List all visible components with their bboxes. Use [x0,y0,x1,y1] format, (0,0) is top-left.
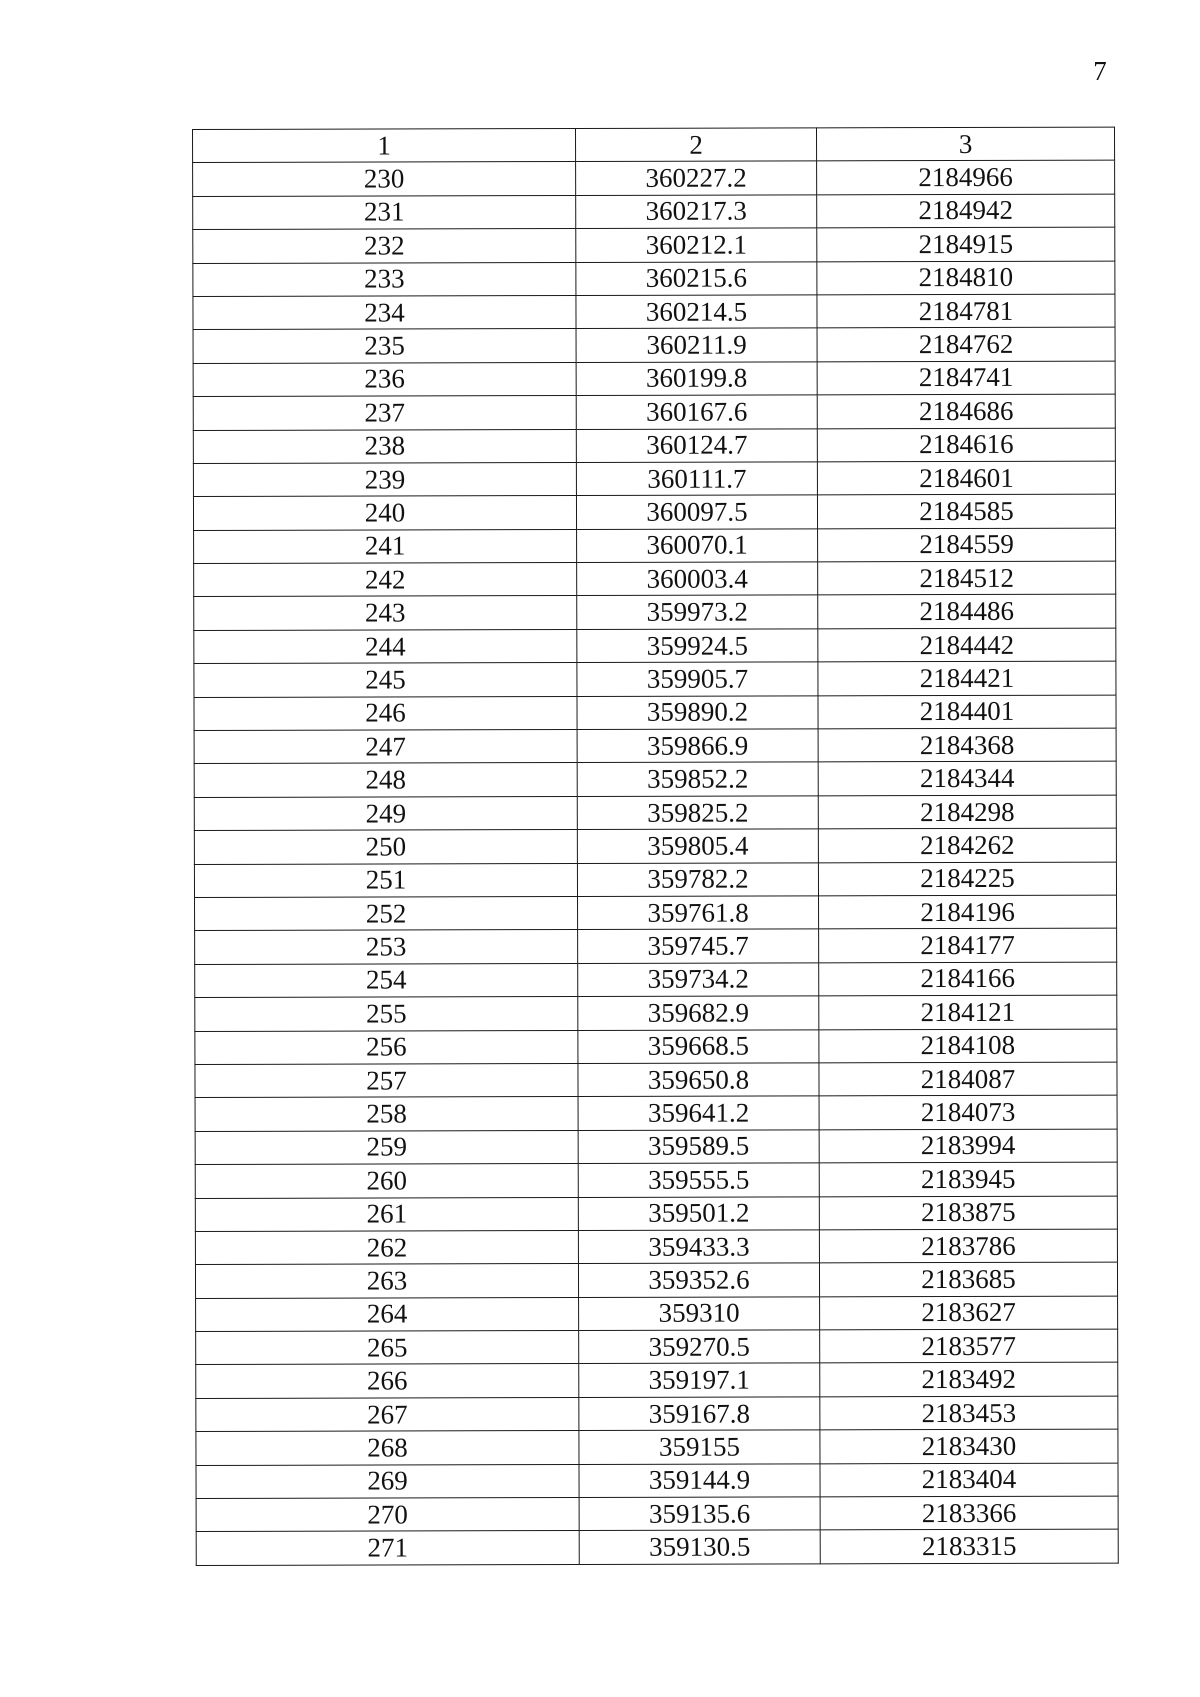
table-row [195,1162,1117,1198]
table-cell-col3: 2183453 [820,1396,1118,1430]
table-cell-col2: 360212.1 [576,228,817,262]
table-cell-col1: 255 [195,997,578,1031]
table-cell-col1: 236 [193,362,576,396]
table-row [193,327,1115,363]
table-cell-col3: 2183994 [819,1129,1117,1163]
table-cell-col3: 2183315 [820,1529,1118,1563]
table-cell-col2: 360124.7 [576,428,817,462]
table-cell-col1: 266 [196,1364,579,1398]
table-cell-col1: 265 [196,1331,579,1365]
table-cell-col3: 2184421 [818,661,1116,695]
table-cell-col1: 242 [194,563,577,597]
table-row [193,194,1115,230]
table-cell-col2: 359433.3 [578,1230,819,1264]
table-row [195,1095,1117,1131]
table-cell-col2: 359155 [579,1430,820,1464]
table-row [195,1029,1117,1065]
table-cell-col2: 359761.8 [578,896,819,930]
table-cell-col1: 263 [195,1264,578,1298]
table-cell-col2: 359555.5 [578,1163,819,1197]
table-cell-col1: 246 [194,696,577,730]
table-cell-col3: 2184225 [818,862,1116,896]
table-cell-col2: 359734.2 [578,963,819,997]
table-cell-col2: 360199.8 [576,362,817,396]
table-cell-col2: 360215.6 [576,261,817,295]
table-cell-col3: 2184942 [817,194,1115,228]
table-cell-col3: 2184585 [817,494,1115,528]
table-cell-col1: 249 [194,796,577,830]
table-row [196,1296,1118,1332]
table-row [194,728,1116,764]
table-cell-col3: 2183577 [820,1329,1118,1363]
table-row [194,862,1116,898]
table-cell-col2: 359745.7 [578,929,819,963]
table-cell-col2: 359866.9 [577,729,818,763]
table-cell-col3: 2183945 [819,1162,1117,1196]
table-cell-col2: 359782.2 [577,862,818,896]
table-cell-col2: 360003.4 [577,562,818,596]
table-body [193,160,1119,1565]
table-cell-col3: 2184512 [818,561,1116,595]
table-cell-col3: 2184966 [817,160,1115,194]
table-cell-col1: 240 [193,496,576,530]
table-cell-col3: 2183786 [819,1229,1117,1263]
table-cell-col1: 252 [195,896,578,930]
table-cell-col2: 359668.5 [578,1029,819,1063]
table-cell-col1: 247 [194,730,577,764]
table-row [194,695,1116,731]
column-header-1: 1 [193,128,576,162]
table-cell-col3: 2184108 [819,1029,1117,1063]
table-header-row [193,127,1115,163]
table-cell-col3: 2184442 [818,628,1116,662]
table-cell-col3: 2184810 [817,261,1115,295]
table-row [194,795,1116,831]
table-row [196,1363,1118,1399]
table-row [194,628,1116,664]
table-cell-col3: 2184177 [819,928,1117,962]
table-cell-col2: 359650.8 [578,1063,819,1097]
table-cell-col3: 2184616 [817,428,1115,462]
table-cell-col3: 2184298 [818,795,1116,829]
table-row [196,1396,1118,1432]
table-cell-col2: 359589.5 [578,1130,819,1164]
table-cell-col1: 235 [193,329,576,363]
table-row [196,1429,1118,1465]
column-header-2: 2 [576,128,817,162]
table-row [193,294,1115,330]
table-row [193,361,1115,397]
table-row [194,661,1116,697]
table-cell-col2: 359167.8 [579,1397,820,1431]
table-cell-col2: 360211.9 [576,328,817,362]
table-cell-col3: 2184073 [819,1095,1117,1129]
table-row [194,828,1116,864]
table-cell-col3: 2184762 [817,327,1115,361]
table-cell-col3: 2184559 [818,528,1116,562]
table-cell-col1: 253 [195,930,578,964]
table-cell-col1: 230 [193,162,576,196]
table-cell-col3: 2183430 [820,1429,1118,1463]
table-cell-col1: 244 [194,629,577,663]
table-cell-col2: 359310 [579,1297,820,1331]
table-row [195,1196,1117,1232]
table-cell-col2: 359130.5 [579,1530,820,1564]
table-cell-col1: 243 [194,596,577,630]
table-cell-col1: 241 [194,529,577,563]
column-header-3: 3 [816,127,1114,161]
table-cell-col1: 270 [196,1498,579,1532]
table-row [193,394,1115,430]
table-cell-col1: 245 [194,663,577,697]
table-row [196,1463,1118,1499]
table-cell-col3: 2184401 [818,695,1116,729]
table-cell-col2: 359197.1 [579,1363,820,1397]
table-cell-col3: 2184781 [817,294,1115,328]
table-cell-col3: 2184686 [817,394,1115,428]
table-cell-col2: 360111.7 [576,462,817,496]
coordinates-table [192,127,1119,1566]
table-row [195,1062,1117,1098]
table-cell-col3: 2183627 [820,1296,1118,1330]
table-cell-col1: 239 [193,462,576,496]
table-row [193,494,1115,530]
table-row [195,995,1117,1031]
table-row [193,428,1115,464]
table-cell-col2: 359805.4 [577,829,818,863]
table-cell-col3: 2184601 [817,461,1115,495]
table-cell-col1: 267 [196,1397,579,1431]
table-cell-col1: 237 [193,396,576,430]
table-cell-col1: 269 [196,1464,579,1498]
table-cell-col3: 2184368 [818,728,1116,762]
table-row [195,1229,1117,1265]
table-cell-col1: 271 [196,1531,579,1565]
table-row [195,895,1117,931]
table-cell-col2: 360227.2 [576,161,817,195]
table-cell-col3: 2184741 [817,361,1115,395]
table-row [193,160,1115,196]
table-cell-col1: 257 [195,1063,578,1097]
table-cell-col1: 262 [195,1230,578,1264]
table-cell-col3: 2183366 [820,1496,1118,1530]
table-cell-col1: 259 [195,1130,578,1164]
table-cell-col2: 359682.9 [578,996,819,1030]
table-cell-col3: 2183685 [819,1262,1117,1296]
table-cell-col2: 359641.2 [578,1096,819,1130]
table-cell-col2: 360070.1 [577,529,818,563]
table-cell-col1: 268 [196,1431,579,1465]
table-cell-col3: 2183875 [819,1196,1117,1230]
table-cell-col1: 254 [195,963,578,997]
table-row [194,762,1116,798]
table-cell-col1: 248 [194,763,577,797]
table-row [194,528,1116,564]
table-row [194,595,1116,631]
table-cell-col2: 360167.6 [576,395,817,429]
table-cell-col1: 250 [194,830,577,864]
table-cell-col2: 359144.9 [579,1463,820,1497]
table-cell-col3: 2184262 [818,828,1116,862]
table-cell-col1: 261 [195,1197,578,1231]
table-cell-col1: 238 [193,429,576,463]
table-cell-col1: 264 [196,1297,579,1331]
table-cell-col3: 2184344 [818,762,1116,796]
table-cell-col2: 360214.5 [576,295,817,329]
table-cell-col2: 359270.5 [579,1330,820,1364]
table-cell-col1: 234 [193,295,576,329]
table-cell-col3: 2184915 [817,227,1115,261]
table-cell-col3: 2183492 [820,1363,1118,1397]
table-cell-col3: 2184486 [818,595,1116,629]
table-row [194,561,1116,597]
table-row [196,1496,1118,1532]
table-cell-col3: 2184166 [819,962,1117,996]
page-number: 7 [1093,56,1107,86]
table-row [195,1129,1117,1165]
table-cell-col2: 359890.2 [577,696,818,730]
table-cell-col1: 233 [193,262,576,296]
table-row [195,928,1117,964]
table-cell-col1: 258 [195,1097,578,1131]
table-cell-col3: 2184087 [819,1062,1117,1096]
table-cell-col2: 359825.2 [577,796,818,830]
table-cell-col1: 251 [194,863,577,897]
table-row [193,461,1115,497]
table-cell-col2: 360097.5 [576,495,817,529]
table-cell-col2: 359352.6 [578,1263,819,1297]
table-row [193,227,1115,263]
table-row [196,1529,1118,1565]
table-cell-col1: 232 [193,229,576,263]
table-cell-col2: 360217.3 [576,195,817,229]
table-cell-col2: 359852.2 [577,762,818,796]
table-cell-col2: 359973.2 [577,595,818,629]
table-cell-col2: 359924.5 [577,629,818,663]
table-cell-col3: 2183404 [820,1463,1118,1497]
table-row [195,962,1117,998]
table-row [193,261,1115,297]
table-cell-col1: 260 [195,1164,578,1198]
table-cell-col1: 231 [193,195,576,229]
table-cell-col2: 359135.6 [579,1497,820,1531]
table-cell-col2: 359905.7 [577,662,818,696]
table-cell-col2: 359501.2 [578,1196,819,1230]
table-cell-col3: 2184196 [819,895,1117,929]
table-row [195,1262,1117,1298]
table-cell-col3: 2184121 [819,995,1117,1029]
table-cell-col1: 256 [195,1030,578,1064]
table-row [196,1329,1118,1365]
